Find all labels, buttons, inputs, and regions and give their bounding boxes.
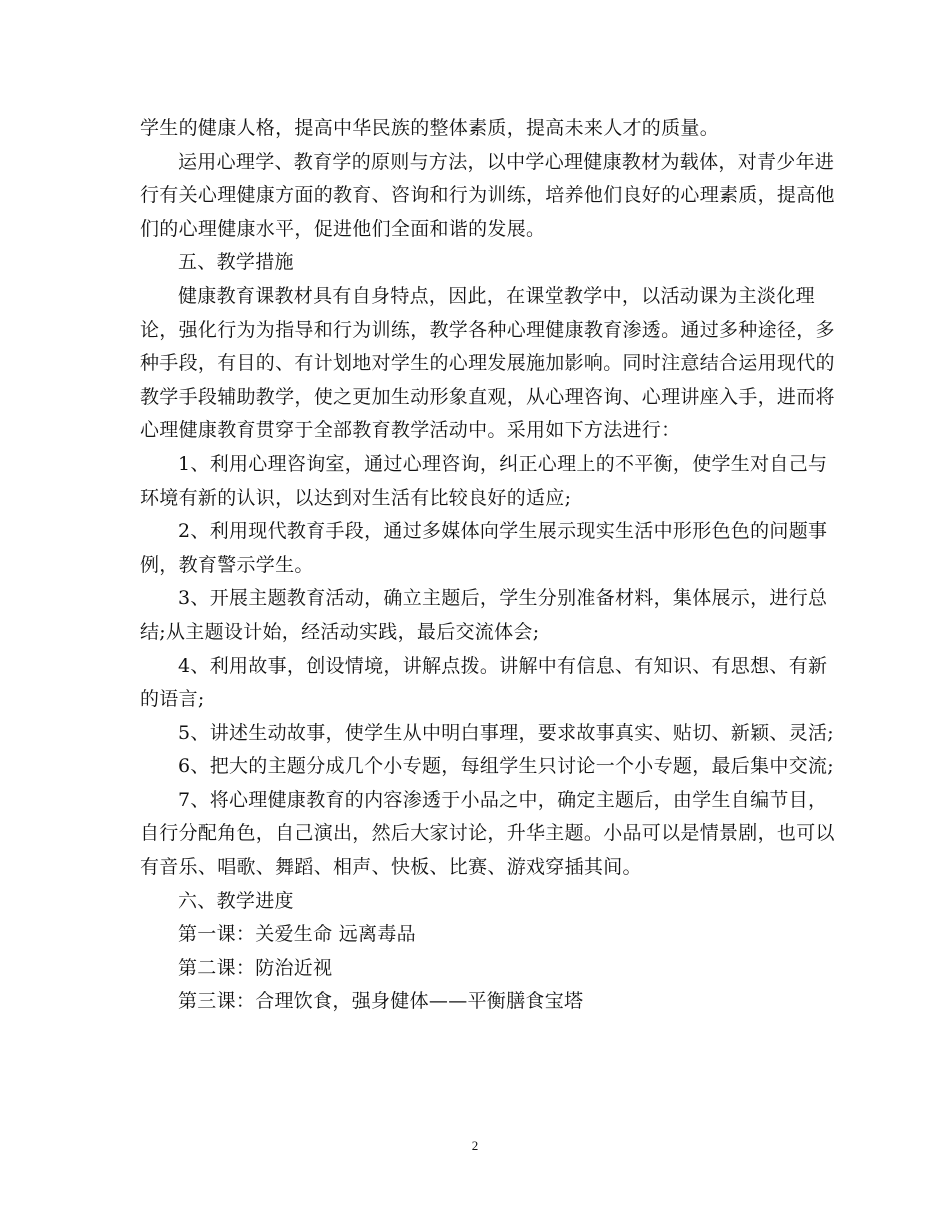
document-body xyxy=(140,112,835,1019)
text-line: 学生的健康人格，提高中华民族的整体素质，提高未来人才的质量。 xyxy=(140,117,720,139)
text-line: 环境有新的认识，以达到对生活有比较良好的适应; xyxy=(140,486,572,509)
list-item xyxy=(140,784,835,885)
text-line: 5、讲述生动故事，使学生从中明白事理，要求故事真实、贴切、新颖、灵活; xyxy=(178,721,834,744)
list-item xyxy=(140,582,828,649)
paragraph xyxy=(140,280,835,448)
list-item xyxy=(140,448,828,515)
text-line: 第三课：合理饮食，强身健体——平衡膳食宝塔 xyxy=(178,990,584,1013)
text-line: 行有关心理健康方面的教育、咨询和行为训练，培养他们良好的心理素质，提高他 xyxy=(140,184,835,207)
text-line: 有音乐、唱歌、舞蹈、相声、快板、比赛、游戏穿插其间。 xyxy=(140,856,642,879)
text-line: 第一课：关爱生命 远离毒品 xyxy=(178,923,416,946)
text-line: 教学手段辅助教学，使之更加生动形象直观，从心理咨询、心理讲座入手，进而将 xyxy=(140,385,835,408)
lesson-item xyxy=(140,985,812,1019)
text-line: 2、利用现代教育手段，通过多媒体向学生展示现实生活中形形色色的问题事 xyxy=(178,520,828,543)
list-item xyxy=(140,750,834,784)
paragraph xyxy=(140,112,812,146)
text-line: 1、利用心理咨询室，通过心理咨询，纠正心理上的不平衡，使学生对自己与 xyxy=(178,452,828,475)
text-line: 五、教学措施 xyxy=(178,251,294,274)
text-line: 3、开展主题教育活动，确立主题后，学生分别准备材料，集体展示，进行总 xyxy=(178,587,828,610)
section-heading xyxy=(140,246,812,280)
text-line: 心理健康教育贯穿于全部教育教学活动中。采用如下方法进行： xyxy=(140,419,681,442)
lesson-item xyxy=(140,918,812,952)
text-line: 们的心理健康水平，促进他们全面和谐的发展。 xyxy=(140,217,546,240)
list-item xyxy=(140,650,828,717)
lesson-item xyxy=(140,952,812,986)
text-line: 运用心理学、教育学的原则与方法，以中学心理健康教材为载体，对青少年进 xyxy=(178,150,835,173)
text-line: 例，教育警示学生。 xyxy=(140,553,314,576)
text-line: 六、教学进度 xyxy=(178,889,294,912)
text-line: 7、将心理健康教育的内容渗透于小品之中，确定主题后，由学生自编节目， xyxy=(178,788,828,811)
list-item xyxy=(140,717,834,751)
text-line: 健康教育课教材具有自身特点，因此，在课堂教学中，以活动课为主淡化理 xyxy=(178,284,815,307)
text-line: 6、把大的主题分成几个小专题，每组学生只讨论一个小专题，最后集中交流; xyxy=(178,755,834,778)
text-line: 自行分配角色，自己演出，然后大家讨论，升华主题。小品可以是情景剧，也可以 xyxy=(140,822,835,845)
text-line: 4、利用故事，创设情境，讲解点拨。讲解中有信息、有知识、有思想、有新 xyxy=(178,654,828,677)
text-line: 的语言; xyxy=(140,688,205,711)
text-line: 论，强化行为为指导和行为训练，教学各种心理健康教育渗透。通过多种途径，多 xyxy=(140,318,835,341)
paragraph xyxy=(140,146,835,247)
text-line: 种手段，有目的、有计划地对学生的心理发展施加影响。同时注意结合运用现代的 xyxy=(140,352,835,375)
page-number: 2 xyxy=(471,1138,479,1153)
text-line: 结;从主题设计始，经活动实践，最后交流体会; xyxy=(140,620,540,643)
section-heading xyxy=(140,885,812,919)
text-line: 第二课：防治近视 xyxy=(178,956,333,979)
list-item xyxy=(140,515,828,582)
